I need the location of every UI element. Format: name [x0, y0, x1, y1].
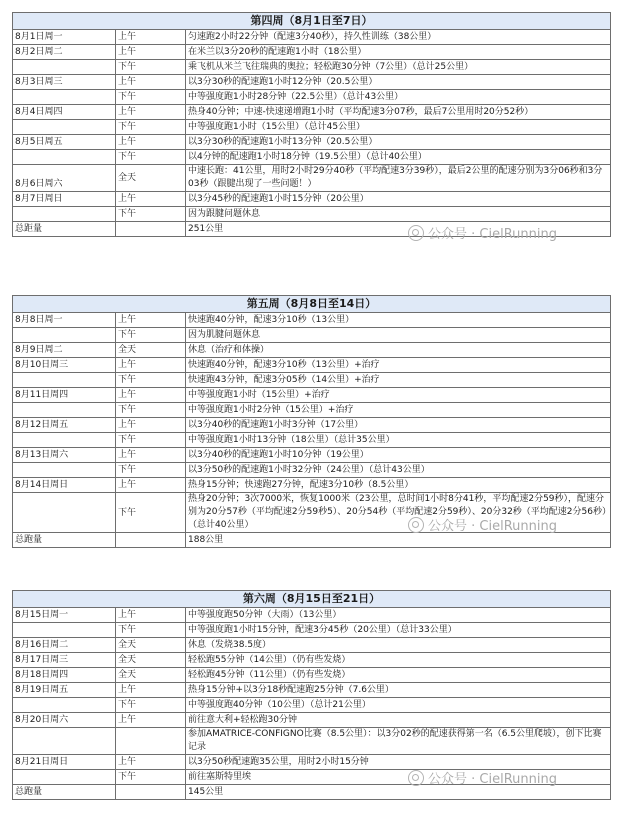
content-cell: 中等强度跑1小时13分钟（18公里）（总计35公里） — [186, 433, 611, 448]
time-cell: 上午 — [116, 713, 186, 728]
content-cell: 以3分50秒配速跑35公里，用时2小时15分钟 — [186, 755, 611, 770]
time-cell: 全天 — [116, 165, 186, 192]
date-cell: 8月3日周三 — [13, 75, 116, 90]
content-cell: 中等强度跑1小时（15公里）（总计45公里） — [186, 120, 611, 135]
week-title: 第六周（8月15日至21日） — [13, 591, 611, 608]
content-cell: 热身20分钟；3次7000米，恢复1000米（23公里，总时间1小时8分41秒，平均配速2分59秒），配速分别为20分57秒（平均配速2分59秒5）、20分54秒（平均配速2分59秒）、20分32秒（平均配速2分56秒）（总计40公里） — [186, 493, 611, 533]
time-cell: 上午 — [116, 313, 186, 328]
table-row — [13, 60, 611, 75]
date-cell — [13, 770, 116, 785]
date-cell: 8月19日周五 — [13, 683, 116, 698]
content-cell: 休息（发烧38.5度） — [186, 638, 611, 653]
time-cell: 下午 — [116, 60, 186, 75]
date-cell — [13, 328, 116, 343]
content-cell: 前往意大利+轻松跑30分钟 — [186, 713, 611, 728]
content-cell: 中等强度跑1小时28分钟（22.5公里）（总计43公里） — [186, 90, 611, 105]
content-cell: 中等强度跑1小时15分钟，配速3分45秒（20公里）（总计33公里） — [186, 623, 611, 638]
content-cell: 中等强度跑50分钟（大雨）（13公里） — [186, 608, 611, 623]
date-cell — [13, 120, 116, 135]
table-row — [13, 653, 611, 668]
wechat-official-account-icon — [408, 517, 424, 533]
table-row — [13, 698, 611, 713]
time-cell: 上午 — [116, 358, 186, 373]
date-cell — [13, 60, 116, 75]
empty-cell — [116, 785, 186, 800]
content-cell: 中等强度跑1小时（15公里）+治疗 — [186, 388, 611, 403]
watermark-text: 公众号 · CielRunning — [428, 519, 557, 534]
time-cell: 全天 — [116, 638, 186, 653]
content-cell: 轻松跑55分钟（14公里）（仍有些发烧） — [186, 653, 611, 668]
table-row — [13, 135, 611, 150]
time-cell: 下午 — [116, 150, 186, 165]
date-cell: 8月20日周六 — [13, 713, 116, 728]
table-row — [13, 30, 611, 45]
date-cell — [13, 463, 116, 478]
empty-cell — [116, 222, 186, 237]
content-cell: 以3分40秒的配速跑1小时10分钟（19公里） — [186, 448, 611, 463]
content-cell: 因为跟腱问题休息 — [186, 207, 611, 222]
time-cell: 上午 — [116, 755, 186, 770]
table-row — [13, 165, 611, 192]
time-cell: 全天 — [116, 343, 186, 358]
table-row — [13, 623, 611, 638]
date-cell: 8月6日周六 — [13, 165, 116, 192]
table-row — [13, 448, 611, 463]
total-label: 总距量 — [13, 222, 116, 237]
time-cell: 上午 — [116, 192, 186, 207]
empty-cell — [116, 533, 186, 548]
content-cell: 中等强度跑40分钟（10公里）（总计21公里） — [186, 698, 611, 713]
date-cell: 8月2日周二 — [13, 45, 116, 60]
date-cell: 8月17日周三 — [13, 653, 116, 668]
time-cell: 上午 — [116, 478, 186, 493]
total-label: 总跑量 — [13, 785, 116, 800]
time-cell: 上午 — [116, 30, 186, 45]
table-row — [13, 358, 611, 373]
week-4-table — [12, 12, 611, 237]
date-cell: 8月14日周日 — [13, 478, 116, 493]
date-cell: 8月16日周二 — [13, 638, 116, 653]
table-row — [13, 120, 611, 135]
date-cell: 8月11日周四 — [13, 388, 116, 403]
total-label: 总跑量 — [13, 533, 116, 548]
content-cell: 热身40分钟；中速-快速递增跑1小时（平均配速3分07秒，最后7公里用时20分52秒） — [186, 105, 611, 120]
table-row — [13, 713, 611, 728]
total-value: 251公里 — [186, 222, 611, 237]
week-title: 第五周（8月8日至14日） — [13, 296, 611, 313]
time-cell: 上午 — [116, 608, 186, 623]
table-row — [13, 343, 611, 358]
table-row — [13, 463, 611, 478]
table-row — [13, 75, 611, 90]
table-row — [13, 638, 611, 653]
table-row — [13, 728, 611, 755]
content-cell: 以3分30秒的配速跑1小时12分钟（20.5公里） — [186, 75, 611, 90]
date-cell: 8月18日周四 — [13, 668, 116, 683]
date-cell: 8月13日周六 — [13, 448, 116, 463]
content-cell: 匀速跑2小时22分钟（配速3分40秒），持久性训练（38公里） — [186, 30, 611, 45]
content-cell: 以3分40秒的配速跑1小时3分钟（17公里） — [186, 418, 611, 433]
date-cell — [13, 403, 116, 418]
date-cell: 8月10日周三 — [13, 358, 116, 373]
time-cell: 全天 — [116, 668, 186, 683]
date-cell: 8月21日周日 — [13, 755, 116, 770]
date-cell — [13, 493, 116, 533]
table-row — [13, 418, 611, 433]
date-cell: 8月9日周二 — [13, 343, 116, 358]
watermark-text: 公众号 · CielRunning — [428, 227, 557, 242]
date-cell — [13, 433, 116, 448]
table-row — [13, 45, 611, 60]
time-cell: 全天 — [116, 653, 186, 668]
wechat-official-account-icon — [408, 225, 424, 241]
content-cell: 中等强度跑1小时2分钟（15公里）+治疗 — [186, 403, 611, 418]
content-cell: 参加AMATRICE-CONFIGNO比赛（8.5公里）：以3分02秒的配速获得第一名（6.5公里爬坡），创下比赛记录 — [186, 728, 611, 755]
table-row — [13, 608, 611, 623]
time-cell: 上午 — [116, 75, 186, 90]
date-cell — [13, 623, 116, 638]
time-cell: 下午 — [116, 90, 186, 105]
time-cell: 下午 — [116, 698, 186, 713]
date-cell — [13, 90, 116, 105]
date-cell: 8月1日周一 — [13, 30, 116, 45]
time-cell: 下午 — [116, 433, 186, 448]
date-cell — [13, 373, 116, 388]
total-value: 188公里 — [186, 533, 611, 548]
time-cell: 下午 — [116, 120, 186, 135]
time-cell: 下午 — [116, 623, 186, 638]
watermark — [408, 223, 557, 242]
content-cell: 乘飞机从米兰飞往瑞典的奥拉；轻松跑30分钟（7公里）（总计25公里） — [186, 60, 611, 75]
table-row — [13, 207, 611, 222]
date-cell: 8月4日周四 — [13, 105, 116, 120]
date-cell: 8月8日周一 — [13, 313, 116, 328]
content-cell: 以3分45秒的配速跑1小时15分钟（20公里） — [186, 192, 611, 207]
time-cell: 下午 — [116, 770, 186, 785]
table-row — [13, 192, 611, 207]
table-row — [13, 105, 611, 120]
table-row — [13, 373, 611, 388]
content-cell: 因为肌腱问题休息 — [186, 328, 611, 343]
content-cell: 以3分50秒的配速跑1小时32分钟（24公里）（总计43公里） — [186, 463, 611, 478]
week-title: 第四周（8月1日至7日） — [13, 13, 611, 30]
content-cell: 休息（治疗和体操） — [186, 343, 611, 358]
time-cell: 下午 — [116, 463, 186, 478]
date-cell: 8月15日周一 — [13, 608, 116, 623]
content-cell: 以3分30秒的配速跑1小时13分钟（20.5公里） — [186, 135, 611, 150]
table-row — [13, 478, 611, 493]
time-cell: 上午 — [116, 105, 186, 120]
date-cell — [13, 150, 116, 165]
time-cell: 下午 — [116, 493, 186, 533]
time-cell: 下午 — [116, 207, 186, 222]
content-cell: 轻松跑45分钟（11公里）（仍有些发烧） — [186, 668, 611, 683]
table-row — [13, 668, 611, 683]
time-cell: 上午 — [116, 45, 186, 60]
time-cell: 上午 — [116, 683, 186, 698]
time-cell: 下午 — [116, 373, 186, 388]
table-row — [13, 683, 611, 698]
table-row — [13, 433, 611, 448]
content-cell: 中速长跑：41公里，用时2小时29分40秒（平均配速3分39秒），最后2公里的配速分别为3分06秒和3分03秒（跟腱出现了一些问题！） — [186, 165, 611, 192]
date-cell: 8月5日周五 — [13, 135, 116, 150]
date-cell: 8月12日周五 — [13, 418, 116, 433]
time-cell: 上午 — [116, 135, 186, 150]
date-cell — [13, 698, 116, 713]
content-cell: 快速跑40分钟，配速3分10秒（13公里） — [186, 313, 611, 328]
content-cell: 快速跑40分钟，配速3分10秒（13公里）+治疗 — [186, 358, 611, 373]
table-row — [13, 388, 611, 403]
content-cell: 热身15分钟；快速跑27分钟，配速3分10秒（8.5公里） — [186, 478, 611, 493]
total-row — [13, 533, 611, 548]
date-cell: 8月7日周日 — [13, 192, 116, 207]
time-cell: 上午 — [116, 448, 186, 463]
date-cell — [13, 728, 116, 755]
time-cell: 下午 — [116, 328, 186, 343]
content-cell: 前往塞斯特里埃 — [186, 770, 611, 785]
watermark-text: 公众号 · CielRunning — [428, 772, 557, 787]
content-cell: 在米兰以3分20秒的配速跑1小时（18公里） — [186, 45, 611, 60]
week-5-table — [12, 295, 611, 548]
watermark — [408, 768, 557, 787]
watermark — [408, 515, 557, 534]
time-cell: 上午 — [116, 418, 186, 433]
time-cell: 上午 — [116, 388, 186, 403]
wechat-official-account-icon — [408, 770, 424, 786]
table-row — [13, 403, 611, 418]
time-cell: 下午 — [116, 403, 186, 418]
date-cell — [13, 207, 116, 222]
content-cell: 以4分钟的配速跑1小时18分钟（19.5公里）（总计40公里） — [186, 150, 611, 165]
table-row — [13, 313, 611, 328]
content-cell: 快速跑43分钟，配速3分05秒（14公里）+治疗 — [186, 373, 611, 388]
total-value: 145公里 — [186, 785, 611, 800]
table-row — [13, 328, 611, 343]
table-row — [13, 150, 611, 165]
content-cell: 热身15分钟+以3分18秒配速跑25分钟（7.6公里） — [186, 683, 611, 698]
time-cell — [116, 728, 186, 755]
table-row — [13, 90, 611, 105]
